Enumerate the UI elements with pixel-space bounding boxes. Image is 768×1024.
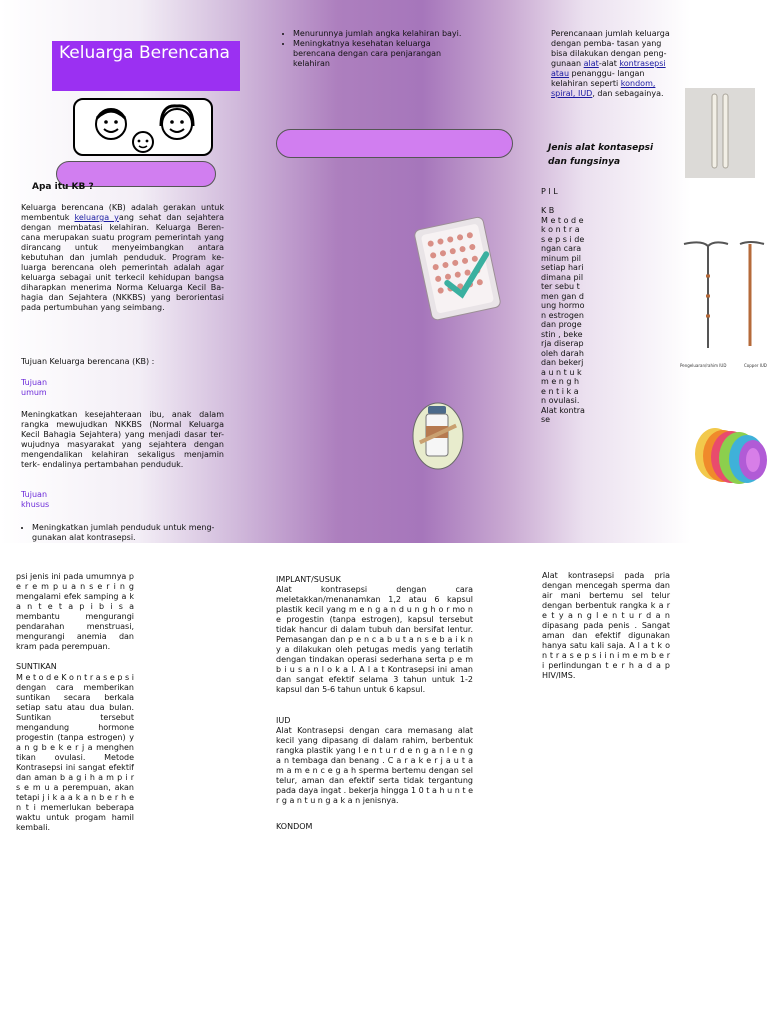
iud-heading: IUD — [276, 716, 291, 725]
tujuan-umum-text: Meningkatkan kesejahteraan ibu, anak dalam rangka mewujudkan NKKBS (Normal Keluarga Kecil Bahagia Sejahtera) yang menjadi dasar ter- wujudnya masyarakat yang sejahtera dengan mengendalikan kelahiran sekaligus menjamin terk- endalinya pertambahan penduduk. — [21, 410, 224, 469]
pill-pack-image — [414, 210, 506, 322]
copper-iud-image — [680, 236, 768, 376]
pil-kb-text: P I L K B M e t o d e k o n t r a s e p s i dengan cara minum pil setiap hari dimana pil ter sebu t men gan dung hormon estrogen dan progestin , bekerja diserap oleh darah dan bekerja u n t u k m e n g h e n t i k a n ovulasi. Alat kontrase — [541, 187, 585, 424]
atau-link[interactable]: atau — [551, 69, 570, 78]
alat-link[interactable]: alat — [583, 59, 599, 68]
implant-capsule-image — [685, 88, 755, 178]
copper-iud-caption-left: Pengeluaran/rahim IUD — [680, 363, 727, 368]
copper-iud-caption-right: Copper IUD — [744, 363, 767, 368]
perencanaan-text-2: -alat — [598, 59, 620, 68]
keluarga-link[interactable]: keluarga y — [74, 213, 119, 222]
kondom-heading: KONDOM — [276, 822, 313, 831]
kontrasepsi-link[interactable]: kontrasepsi — [619, 59, 666, 68]
brochure-inner-page — [0, 543, 768, 1024]
family-faces-icon — [73, 98, 213, 156]
kondom-spiral-iud-link[interactable]: kondom, spiral, IUD — [551, 79, 656, 98]
tujuan-khusus-label: Tujuan khusus — [21, 490, 50, 509]
intro-text-rest: ang sehat dan sejahtera dengan membatasi kelahiran. Keluarga Beren- cana merupakan suatu program pemerintah yang dirancang untuk menyeimbangkan antara kebutuhan dan jumlah penduduk. Program ke- luarga berencana oleh pemerintah adalah agar keluarga sebagai unit terkecil kehidupan bangsa diharapkan menerima Norma Keluarga Kecil Ba- hagia dan Sejahtera (NKKBS) yang berorientasi pada pertumbuhan yang seimbang. — [21, 213, 224, 312]
decorative-pill-shape-2 — [276, 129, 513, 158]
intro-paragraph — [21, 203, 224, 313]
tujuan-heading: Tujuan Keluarga berencana (KB) : — [21, 357, 155, 366]
condom-stack-image — [693, 424, 768, 490]
implant-heading: IMPLANT/SUSUK — [276, 575, 341, 584]
suntikan-text: M e t o d e K o n t r a s e p s i dengan cara memberikan suntikan secara berkala setiap satu atau dua bulan. Suntikan tersebut mengandung hormone progestin (tanpa estrogen) y a n g b e k e r j a menghen tikan ovulasi. Metode Kontrasepsi ini sangat efektif dan aman b a g i h a m p i r s e m u a perempuan, akan tetapi j i k a a k a n b e r h e n t i memerlukan beberapa waktu untuk progam hamil kembali. — [16, 673, 134, 832]
perencanaan-text-4: penanggu- langan kelahiran seperti — [551, 69, 645, 88]
implant-text: Alat kontrasepsi dengan cara meletakkan/menanamkan 1,2 atau 6 kapsul plastik kecil yang m e n g a n d u n g h o r mo n e progestin (tanpa estrogen), kapsul tersebut tidak hancur di dalam tubuh dan bersifat lentur. Pemasangan dan p e n c a b u t a n s e b a i k n y a dilakukan oleh petugas medis yang terlatih dengan tindakan operasi sederhana serta p e m b i u s a n l o k a l. A l a t Kontrasepsi ini aman dan sangat efektif selama 3 tahun untuk 1-2 kapsul dan 5-6 tahun untuk 6 kapsul. — [276, 585, 473, 694]
jenis-heading: Jenis alat kontasepsi dan fungsinya — [548, 143, 654, 167]
list-item: • Menurunnya jumlah angka kelahiran bayi. — [293, 29, 473, 39]
tujuan-umum-label: Tujuan umum — [21, 378, 48, 397]
injection-vial-image — [410, 398, 465, 472]
tujuan-khusus-list — [20, 523, 222, 543]
suntikan-heading: SUNTIKAN — [16, 662, 57, 671]
kondom-text: Alat kontrasepsi pada pria dengan mencegah sperma dan air mani bertemu sel telur dengan berbentuk rangka k a r e t y a n g l e n t u r d a n dipasang pada penis . Sangat aman dan efektif digunakan hanya satu kali saja. A l a t k o n t r a s e p s i i n i m e m b e r i perlindungan t e r h a d a p HIV/IMS. — [542, 571, 670, 680]
perencanaan-text-5: , dan sebagainya. — [592, 89, 664, 98]
page-title: Keluarga Berencana — [52, 41, 240, 91]
list-item: • Meningkatnya kesehatan keluarga berencana dengan cara penjarangan kelahiran — [293, 39, 473, 69]
what-is-kb-heading: Apa itu KB ? — [32, 182, 94, 192]
perencanaan-text: Perencanaan jumlah keluarga dengan pemba- tasan yang bisa dilakukan dengan peng- gunaan — [551, 29, 670, 68]
intro-text-start: Keluarga berencana (KB) adalah gerakan untuk membentuk — [21, 203, 224, 222]
tujuan-khusus-list-cont — [281, 29, 473, 69]
perencanaan-paragraph — [551, 29, 675, 99]
pil-kb-continued-text: psi jenis ini pada umumnya p e r e m p u a n s e r i n g mengalami efek samping a k a n t e t a p i b i s a membantu mengurangi pendarahan menstruasi, mengurangi anemia dan kram pada perempuan. — [16, 572, 134, 651]
iud-text: Alat Kontrasepsi dengan cara memasang alat kecil yang dipasang di dalam rahim, berbentuk rangka plastik yang l e n t u r d e n g a n l e n g a n tembaga dan benang . C a r a k e r j a u t a m a m e n c e g a h sperma bertemu dengan sel telur, aman dan efektif serta tidak tergantung pada daya ingat . bekerja hingga 1 0 t a h u n t e r g a n t u n g a k a n jenisnya. — [276, 726, 473, 805]
list-item: • Meningkatkan jumlah penduduk untuk meng- gunakan alat kontrasepsi. — [32, 523, 222, 543]
